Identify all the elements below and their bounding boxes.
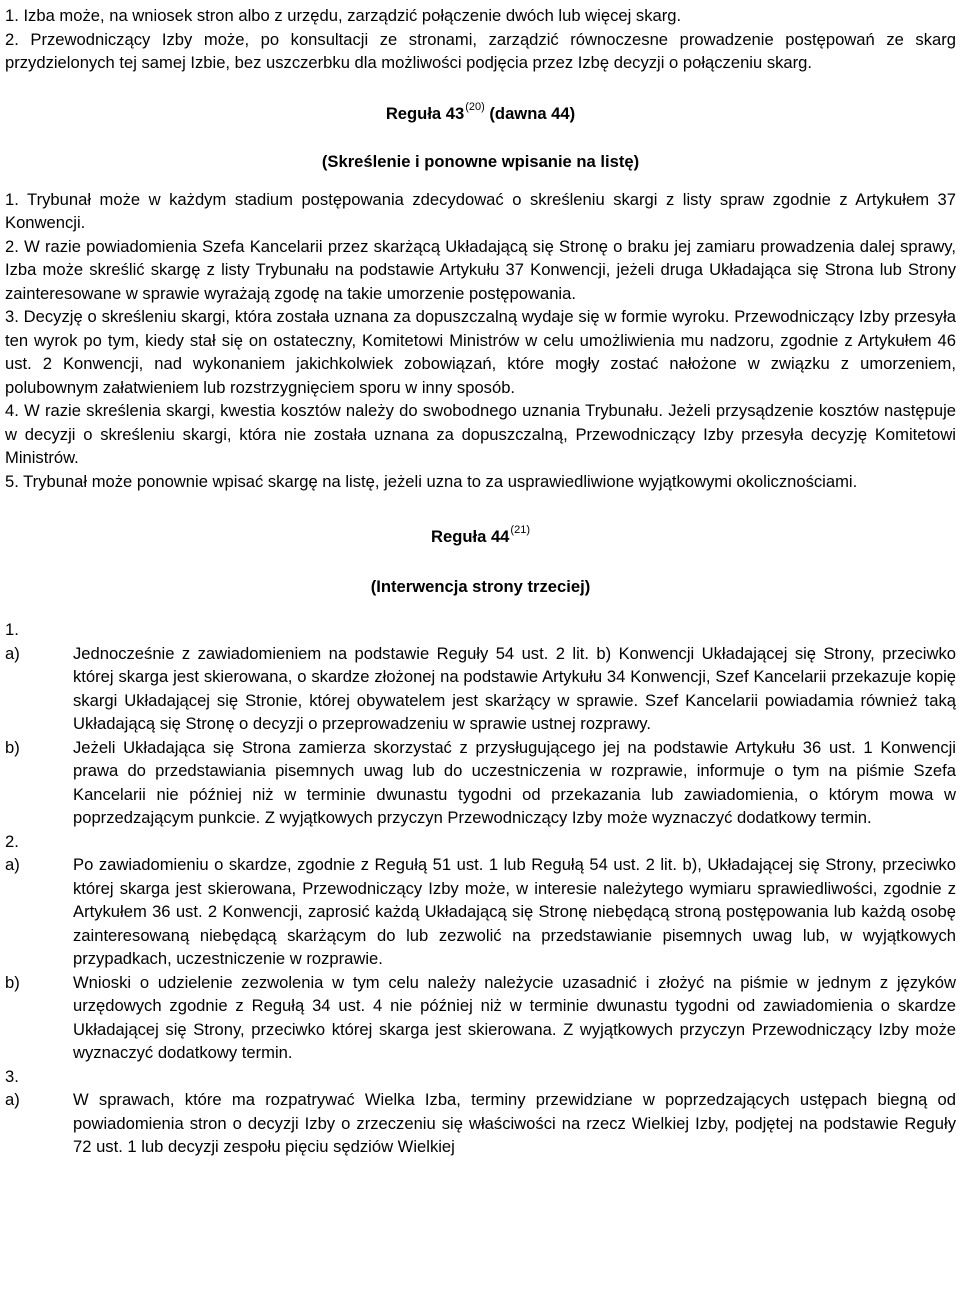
item-text: Jeżeli Układająca się Strona zamierza skorzystać z przysługującego jej na podstawie Artykułu 36 ust. 1 Konwencji prawa do przedstawiania pisemnych uwag lub do uczestniczenia w rozprawie, informuje o tym na piśmie Szefa Kancelarii nie później niż w terminie dwunastu tygodni od przekazania lub zawiadomienia, o którym mowa w poprzedzającym punkcie. Z wyjątkowych przyczyn Przewodniczący Izby może wyznaczyć dodatkowy termin. <box>73 737 956 827</box>
rule-43-paragraph-1: 1. Trybunał może w każdym stadium postępowania zdecydować o skreśleniu skargi z listy spraw zgodnie z Artykułem 37 Konwencji. <box>5 189 956 232</box>
list-item-1a <box>5 642 956 736</box>
rule-43-title-suffix: (dawna 44) <box>484 103 576 123</box>
item-text: W sprawach, które ma rozpatrywać Wielka Izba, terminy przewidziane w poprzedzających ustępach biegną od powiadomienia stron o decyzji Izby o zrzeczeniu się właściwości na rzecz Wielkiej Izby, podjętej na podstawie Reguły 72 ust. 1 lub decyzji zespołu pięciu sędziów Wielkiej <box>73 1090 956 1156</box>
list-item-2b <box>5 971 956 1065</box>
section-number-1: 1. <box>5 620 19 639</box>
item-label: b) <box>5 737 20 757</box>
section-number-3: 3. <box>5 1066 19 1086</box>
item-label: b) <box>5 972 20 992</box>
item-label: a) <box>5 1090 20 1109</box>
footnote-ref-21[interactable]: (21) <box>510 524 530 536</box>
rule-43-paragraph-5: 5. Trybunał może ponownie wpisać skargę na listę, jeżeli uzna to za usprawiedliwione wyjątkowymi okolicznościami. <box>5 471 858 491</box>
item-text: Po zawiadomieniu o skardze, zgodnie z Regułą 51 ust. 1 lub Regułą 54 ust. 2 lit. b), Układającej się Strony, przeciwko której skarga jest skierowana, Przewodniczący Izby może, w interesie należytego wymiaru sprawiedliwości, zgodnie z Artykułem 36 ust. 2 Konwencji, zaprosić każdą Układającą się Stronę niebędącą stroną postępowania lub każdą osobę zainteresowaną niebędącą skarżącym do lub zezwolić na przedstawianie pisemnych uwag lub, w wyjątkowych przypadkach, uczestniczenie w rozprawie. <box>73 855 956 968</box>
rule-44-title: Reguła 44 <box>431 527 510 546</box>
rule-44-heading <box>5 525 956 552</box>
item-text: Jednocześnie z zawiadomieniem na podstawie Reguły 54 ust. 2 lit. b) Konwencji Układającej się Strony, przeciwko której skarga jest skierowana, o skardze złożonej na podstawie Artykułu 34 Konwencji, Szef Kancelarii przekazuje kopię skargi Układającej się Stronie, której obywatelem jest skarżący w sprawie. Szef Kancelarii powiadamia również taką Układającą się Stronę o decyzji o przeprowadzeniu w sprawie ustnej rozprawy. <box>73 643 956 733</box>
rule-43-subtitle: (Skreślenie i ponowne wpisanie na listę) <box>321 152 640 171</box>
rule-43-paragraph-2: 2. W razie powiadomienia Szefa Kancelarii przez skarżącą Układającą się Stronę o braku jej zamiaru prowadzenia dalej sprawy, Izba może skreślić skargę z listy Trybunału na podstawie Artykułu 37 Konwencji, jeżeli druga Układająca się Strona lub Strony zainteresowane w sprawie wyrażają zgodę na takie umorzenie postępowania. <box>5 236 956 303</box>
rule-43-heading <box>5 102 956 129</box>
footnote-ref-20[interactable]: (20) <box>465 100 485 113</box>
item-text: Wnioski o udzielenie zezwolenia w tym celu należy należycie uzasadnić i złożyć na piśmie w jednym z języków urzędowych zgodnie z Regułą 34 ust. 4 nie później niż w terminie dwunastu tygodni od zawiadomienia o skardze Układającej się Strony, przeciwko której skarga jest skierowana. Z wyjątkowych przyczyn Przewodniczący Izby może wyznaczyć dodatkowy termin. <box>73 972 956 1062</box>
list-item-2a <box>5 853 956 971</box>
list-item-3a <box>5 1088 956 1159</box>
item-label: a) <box>5 643 20 663</box>
rule-43-title: Reguła 43 <box>385 103 465 123</box>
rule-43-paragraph-4: 4. W razie skreślenia skargi, kwestia kosztów należy do swobodnego uznania Trybunału. Jeżeli przysądzenie kosztów następuje w decyzji o skreśleniu skargi, która nie została uznana za dopuszczalną, Przewodniczący Izby przesyła decyzję Komitetowi Ministrów. <box>5 401 956 467</box>
rule-43-paragraph-3: 3. Decyzję o skreśleniu skargi, która została uznana za dopuszczalną wydaje się w formie wyroku. Przewodniczący Izby przesyła ten wyrok po tym, kiedy stał się on ostateczny, Komitetowi Ministrów w celu umożliwienia mu nadzoru, zgodnie z Artykułem 46 ust. 2 Konwencji, nad wykonaniem jakichkolwiek zobowiązań, które mogły zostać nałożone w związku z umorzeniem, polubownym załatwieniem lub rozstrzygnięciem sporu w inny sposób. <box>5 307 956 397</box>
rule-44-subtitle: (Interwencja strony trzeciej) <box>370 576 591 596</box>
item-label: a) <box>5 855 20 874</box>
paragraph-intro-2: 2. Przewodniczący Izby może, po konsultacji ze stronami, zarządzić równoczesne prowadzenie postępowań ze skarg przydzielonych tej samej Izbie, bez uszczerbku dla możliwości podjęcia przez Izbę decyzji o połączeniu skarg. <box>5 29 956 72</box>
section-number-2: 2. <box>5 831 19 851</box>
list-item-1b <box>5 736 956 830</box>
paragraph-intro-1: 1. Izba może, na wniosek stron albo z urzędu, zarządzić połączenie dwóch lub więcej skarg. <box>5 6 682 25</box>
